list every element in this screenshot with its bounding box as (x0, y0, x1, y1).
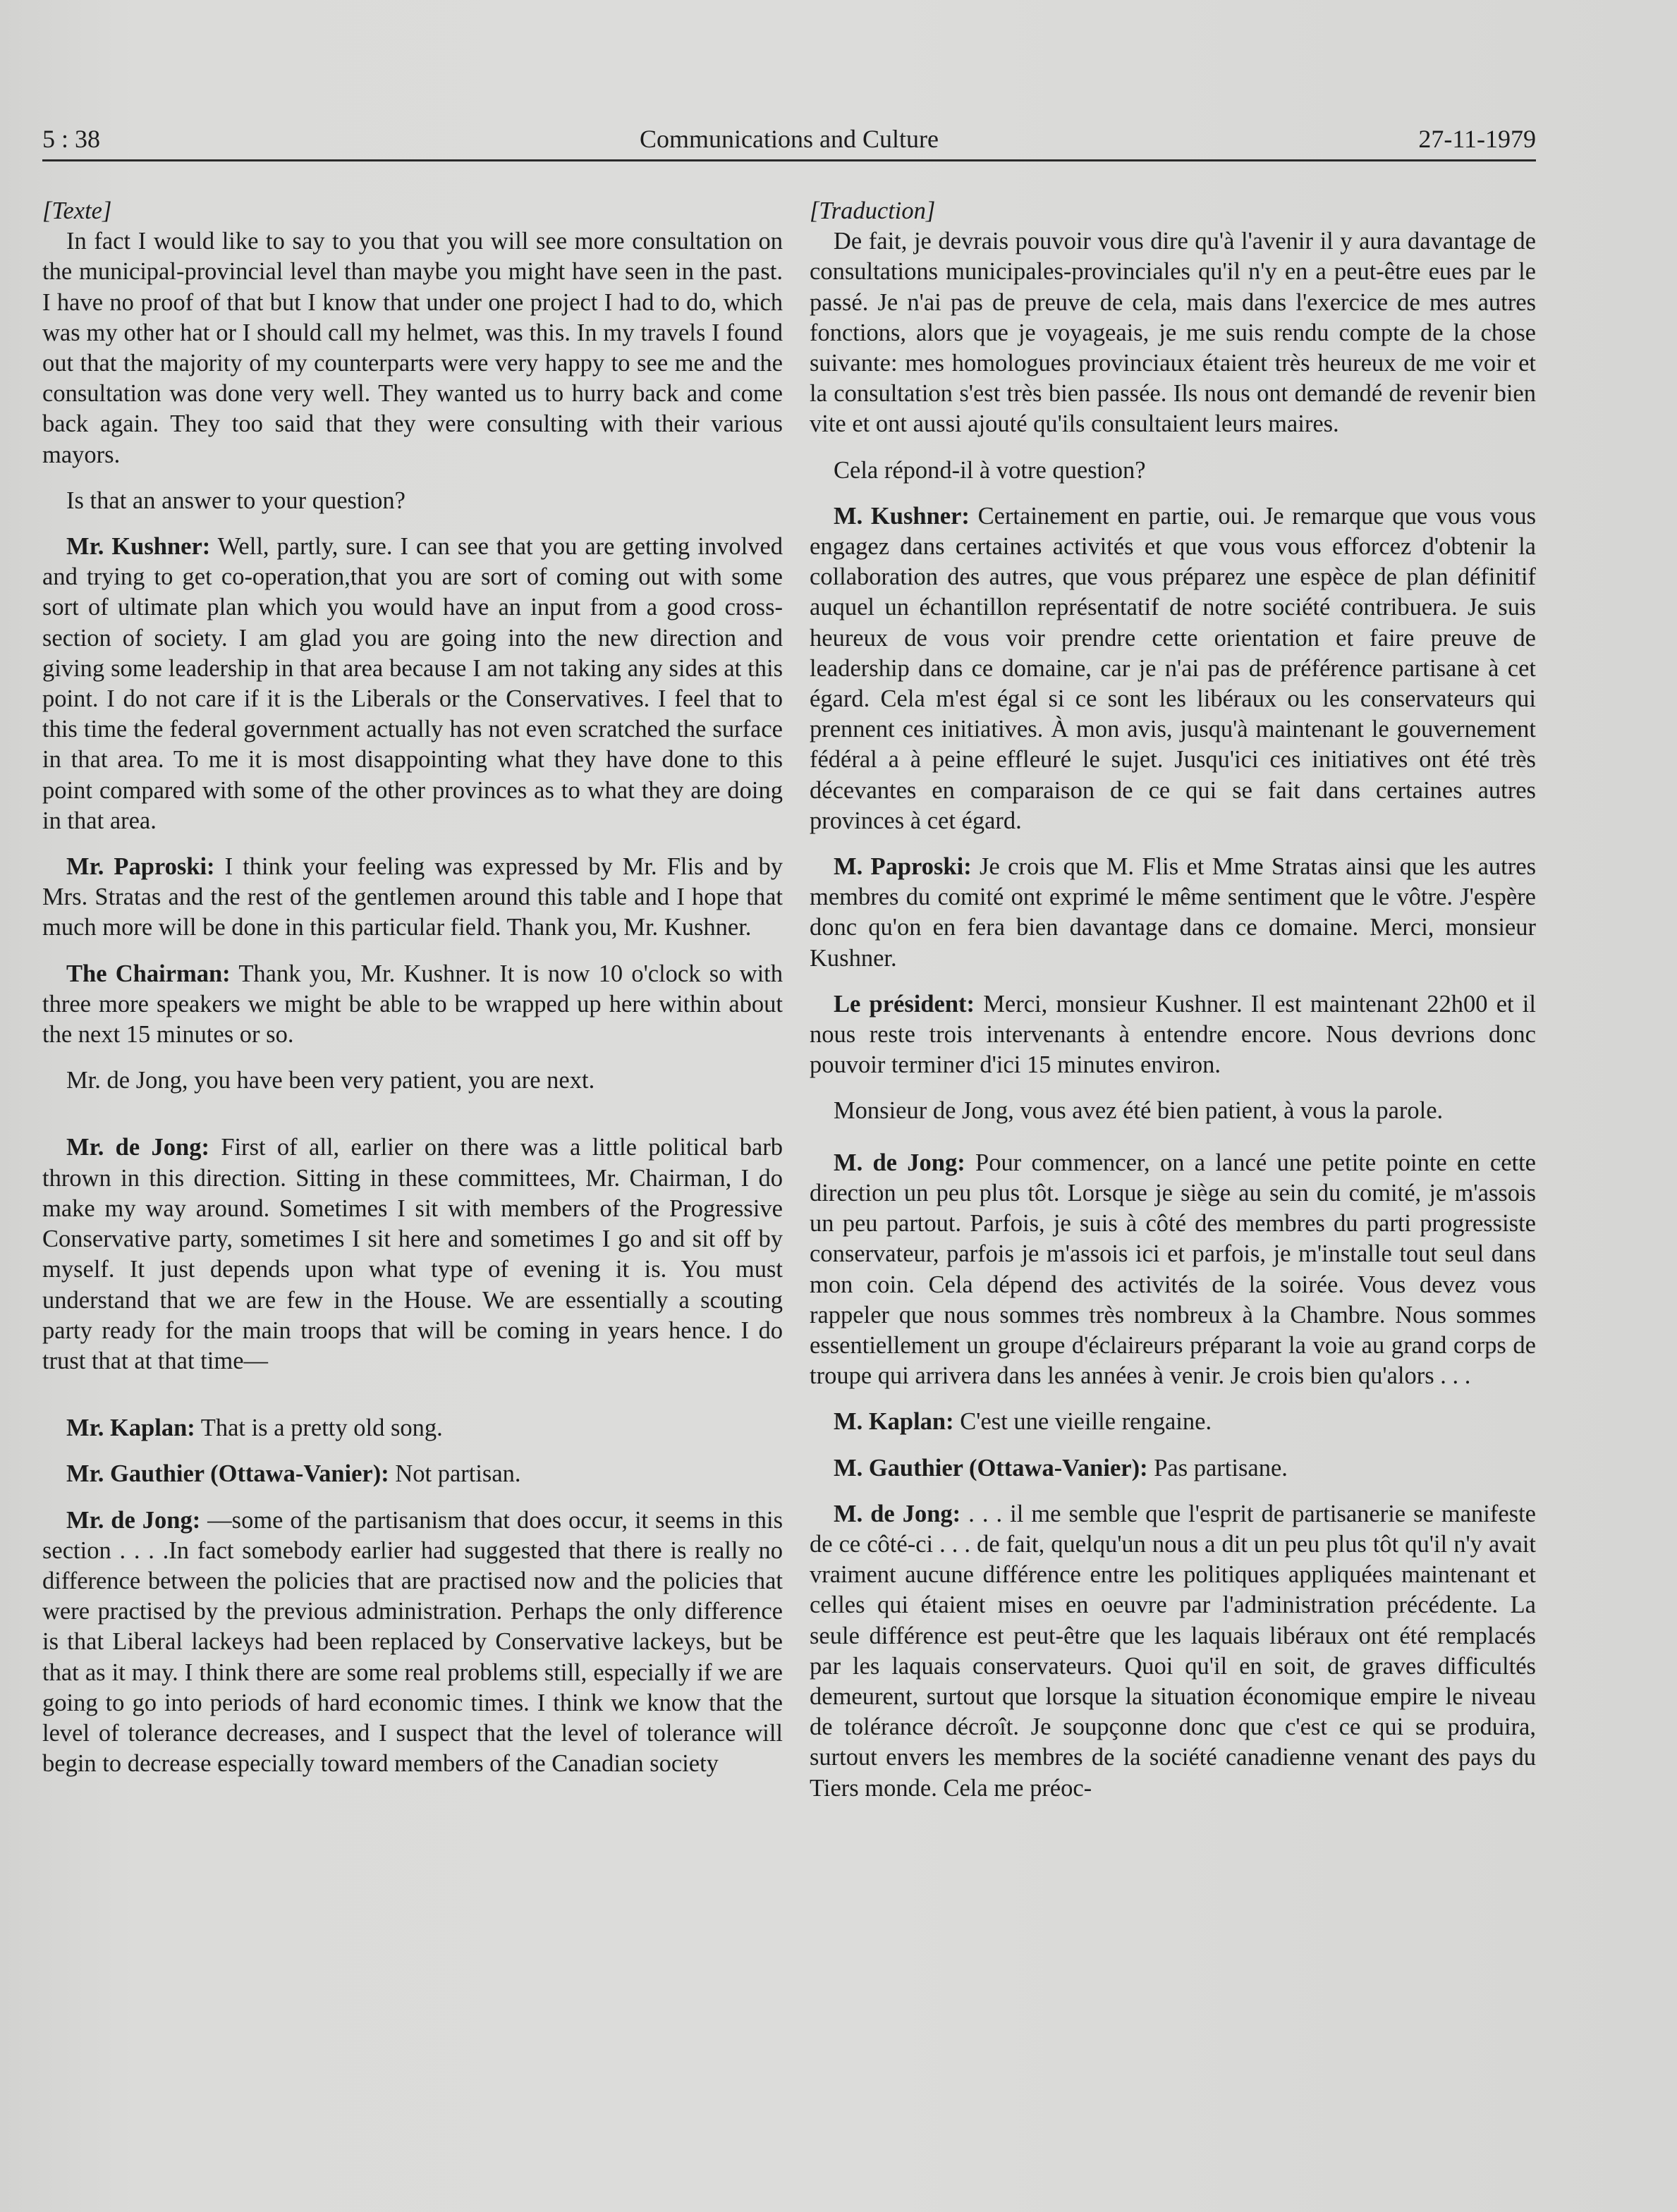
speech-paragraph (810, 852, 1536, 974)
speaker-name: Mr. de Jong: (66, 1134, 209, 1161)
speech-paragraph (42, 532, 783, 836)
speech-paragraph (810, 501, 1536, 836)
paragraph: In fact I would like to say to you that you will see more consultation on the municipal-provincial level than maybe you might have seen in the past. I have no proof of that but I know that under one project I had to do, which was my other hat or I should call my helmet, was this. In my travels I found out that the majority of my counterparts were very happy to see me and the consultation was done very well. They wanted us to hurry back and come back again. They too said that they were consulting with their various mayors. (42, 228, 783, 468)
speech-text: First of all, earlier on there was a little political barb thrown in this direction. Sitting in these committees, Mr. Chairman, I do make my way around. Sometimes I sit with members of the Progressive Conservative party, sometimes I sit here and sometimes I go and sit off by myself. It just depends upon what type of evening it is. You must understand that we are few in the House. We are essentially a scouting party ready for the main troops that will be coming in years hence. I do trust that at that time— (42, 1134, 783, 1374)
speech-paragraph (810, 1453, 1536, 1484)
speaker-name: M. Paproski: (834, 853, 972, 881)
speaker-name: Mr. Kaplan: (66, 1414, 195, 1442)
speech-text: Not partisan. (389, 1460, 521, 1488)
speech-paragraph (42, 959, 783, 1051)
speech-text: Je crois que M. Flis et Mme Stratas ainsi que les autres membres du comité ont exprimé le même sentiment que le vôtre. J'espère donc qu'on en fera bien davantage dans ce domaine. Merci, monsieur Kushner. (810, 853, 1536, 972)
speaker-name: M. Kushner: (834, 502, 970, 530)
speaker-name: The Chairman: (66, 960, 231, 987)
column-label: [Texte] (42, 197, 112, 224)
page-number: 5 : 38 (42, 125, 101, 153)
speaker-name: M. Kaplan: (834, 1408, 954, 1436)
page-date: 27-11-1979 (1418, 125, 1536, 153)
speaker-name: Mr. Paproski: (66, 853, 215, 881)
speech-paragraph (810, 1499, 1536, 1804)
speaker-name: M. de Jong: (834, 1149, 965, 1176)
speech-text: That is a pretty old song. (195, 1414, 443, 1442)
speech-text: C'est une vieille rengaine. (953, 1408, 1212, 1436)
speech-paragraph (42, 1505, 783, 1780)
speech-paragraph (42, 1459, 783, 1489)
speaker-name: Mr. de Jong: (66, 1506, 201, 1534)
speech-text: —some of the partisanism that does occur, it seems in this section . . . .In fact somebody earlier had suggested that there is really no difference between the policies that are practised now and the policies that were practised by the previous administration. Perhaps the only difference is that Liberal lackeys had been replaced by Conservative lackeys, but be that as it may. I think there are some real problems still, especially if we are going to go into periods of hard economic times. I think we know that the level of tolerance decreases, and I suspect that the level of tolerance will begin to decrease especially toward members of the Canadian society (42, 1506, 783, 1778)
speaker-name: M. Gauthier (Ottawa-Vanier): (834, 1454, 1148, 1481)
paragraph: Cela répond-il à votre question? (834, 456, 1146, 484)
speech-text: I think your feeling was expressed by Mr. Flis and by Mrs. Stratas and the rest of the gentlemen around this table and I hope that much more will be done in this particular field. Thank you, Mr. Kushner. (42, 853, 783, 941)
speaker-name: M. de Jong: (834, 1500, 961, 1527)
french-column (810, 196, 1536, 1819)
column-label: [Traduction] (810, 197, 936, 224)
speech-text: Thank you, Mr. Kushner. It is now 10 o'clock so with three more speakers we might be able to be wrapped up here within about the next 15 minutes or so. (42, 960, 783, 1049)
speech-paragraph (810, 989, 1536, 1081)
paragraph: Is that an answer to your question? (66, 487, 405, 514)
publication-title: Communications and Culture (640, 125, 939, 153)
speech-text: Certainement en partie, oui. Je remarque que vous vous engagez dans certaines activités et que vous vous efforcez d'obtenir la collaboration des autres, que vous préparez une espèce de plan définitif auquel un échantillon représentatif de notre société contribuera. Je suis heureux de vous voir prendre cette orientation et faire preuve de leadership dans ce domaine, car je n'ai pas de préférence partisane à cet égard. Cela m'est égal si ce sont les libéraux ou les conservateurs qui prennent ces initiatives. À mon avis, jusqu'à maintenant le gouvernement fédéral a à peine effleuré le sujet. Jusqu'ici ces initiatives ont été très décevantes en comparaison de ce qui se fait dans certaines autres provinces à cet égard. (810, 502, 1536, 834)
speaker-name: Mr. Gauthier (Ottawa-Vanier): (66, 1460, 389, 1488)
speech-paragraph (42, 852, 783, 943)
speech-text: Pas partisane. (1147, 1454, 1288, 1481)
paragraph: Monsieur de Jong, vous avez été bien patient, à vous la parole. (834, 1097, 1444, 1125)
speaker-name: Mr. Kushner: (66, 533, 211, 561)
page-header (42, 120, 1536, 161)
speech-paragraph (810, 1148, 1536, 1392)
paragraph: Mr. de Jong, you have been very patient, you are next. (66, 1067, 595, 1094)
speech-text: Well, partly, sure. I can see that you are getting involved and trying to get co-operation,that you are sort of coming out with some sort of ultimate plan which you would have an input from a good cross-section of society. I am glad you are going into the new direction and giving some leadership in that area because I am not taking any sides at this point. I do not care if it is the Liberals or the Conservatives. I feel that to this time the federal government actually has not even scratched the surface in that area. To me it is most disappointing what they have done to this point compared with some of the other provinces as to what they are doing in that area. (42, 533, 783, 834)
english-column (42, 196, 783, 1795)
speech-paragraph (810, 1407, 1536, 1437)
speech-text: Pour commencer, on a lancé une petite pointe en cette direction un peu plus tôt. Lorsque je siège au sein du comité, je m'assois un peu partout. Parfois, je suis à côté des membres du parti progressiste conservateur, parfois je m'assois ici et parfois, je m'installe tout seul dans mon coin. Cela dépend des activités de la soirée. Vous devez vous rappeler que nous sommes très nombreux à la Chambre. Nous sommes essentiellement un groupe d'éclaireurs préparant la voie au grand corps de troupe qui arrivera dans les années à venir. Je crois bien qu'alors . . . (810, 1149, 1536, 1390)
speaker-name: Le président: (834, 990, 975, 1018)
speech-text: Merci, monsieur Kushner. Il est maintenant 22h00 et il nous reste trois intervenants à entendre encore. Nous devrions donc pouvoir terminer d'ici 15 minutes environ. (810, 990, 1536, 1079)
speech-paragraph (42, 1132, 783, 1376)
speech-paragraph (42, 1413, 783, 1443)
speech-text: . . . il me semble que l'esprit de partisanerie se manifeste de ce côté-ci . . . de fait, quelqu'un nous a dit un peu plus tôt qu'il n'y avait vraiment aucune différence entre les politiques appliquées maintenant et celles qui étaient mises en oeuvre par l'administration précédente. La seule différence est peut-être que les laquais libéraux ont été remplacés par les laquais conservateurs. Quoi qu'il en soit, de graves difficultés demeurent, surtout que lorsque la situation économique empire le niveau de tolérance décroît. Je soupçonne donc que c'est ce qui se produira, surtout envers les membres de la société canadienne venant des pays du Tiers monde. Cela me préoc- (810, 1500, 1536, 1802)
paragraph: De fait, je devrais pouvoir vous dire qu'à l'avenir il y aura davantage de consultations municipales-provinciales qu'il n'y en a peut-être eues par le passé. Je n'ai pas de preuve de cela, mais dans l'exercice de mes autres fonctions, alors que je voyageais, je me suis rendu compte de la chose suivante: mes homologues provinciaux étaient très heureux de me voir et la consultation s'est très bien passée. Ils nous ont demandé de revenir bien vite et ont aussi ajouté qu'ils consultaient leurs maires. (810, 228, 1536, 438)
